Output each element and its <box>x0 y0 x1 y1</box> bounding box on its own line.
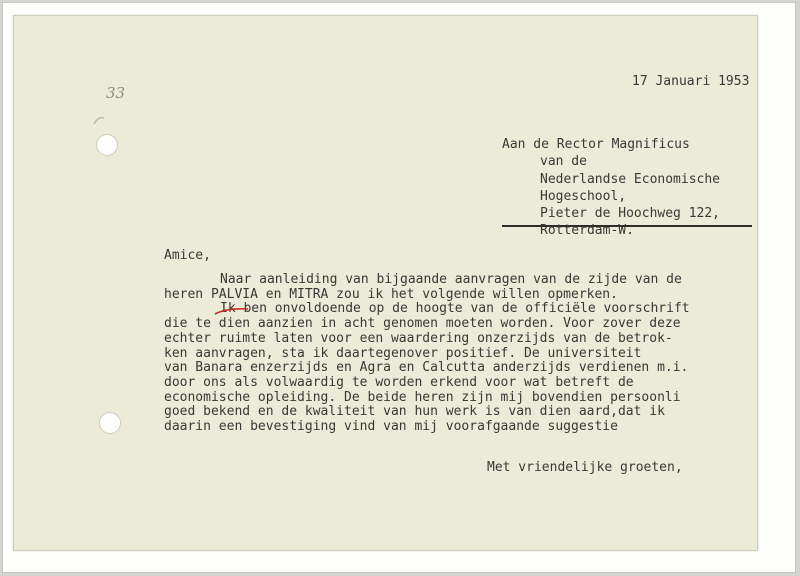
salutation: Amice, <box>164 248 211 263</box>
address-line: Hogeschool, <box>540 188 627 204</box>
address-line: van de <box>540 154 587 170</box>
body-line: economische opleiding. De beide heren zijn mij bovendien persoonli <box>164 389 681 405</box>
address-underline <box>502 225 752 227</box>
address-line: Nederlandse Economische <box>540 171 721 187</box>
address-line: Aan de Rector Magnificus <box>502 137 690 152</box>
body-line: door ons als volwaardig te worden erkend voor wat betreft de <box>164 374 634 390</box>
handwritten-page-number: 33 <box>106 84 126 102</box>
letter-date: 17 Januari 1953 <box>632 74 750 89</box>
punch-hole-top <box>96 134 118 156</box>
body-line: die te dien aanzien in acht genomen moeten worden. Voor zover deze <box>164 316 681 332</box>
body-line: ken aanvragen, sta ik daartegenover positief. De universiteit <box>164 345 642 361</box>
body-line: heren PALVIA en MITRA zou ik het volgende willen opmerken. <box>164 286 618 302</box>
letter-sheet <box>13 15 758 551</box>
closing: Met vriendelijke groeten, <box>487 460 683 475</box>
body-line: van Banara enzerzijds en Agra en Calcutta anderzijds verdienen m.i. <box>164 360 689 376</box>
body-line: daarin een bevestiging vind van mij voorafgaande suggestie <box>164 419 618 435</box>
body-line: goed bekend en de kwaliteit van hun werk is van dien aard,dat ik <box>164 404 665 420</box>
body-line: Naar aanleiding van bijgaande aanvragen van de zijde van de <box>220 272 682 287</box>
letter-body <box>164 273 758 435</box>
address-line: Rotterdam-W. <box>540 223 634 239</box>
body-line: echter ruimte laten voor een waardering onzerzijds van de betrok- <box>164 330 673 346</box>
archive-card <box>2 2 796 573</box>
address-line: Pieter de Hoochweg 122, <box>540 206 721 222</box>
red-pencil-mark-icon <box>214 306 250 316</box>
pencil-mark-icon <box>92 114 106 126</box>
body-line: Ik ben onvoldoende op de hoogte van de officiële voorschrift <box>220 301 690 317</box>
punch-hole-bottom <box>99 412 121 434</box>
